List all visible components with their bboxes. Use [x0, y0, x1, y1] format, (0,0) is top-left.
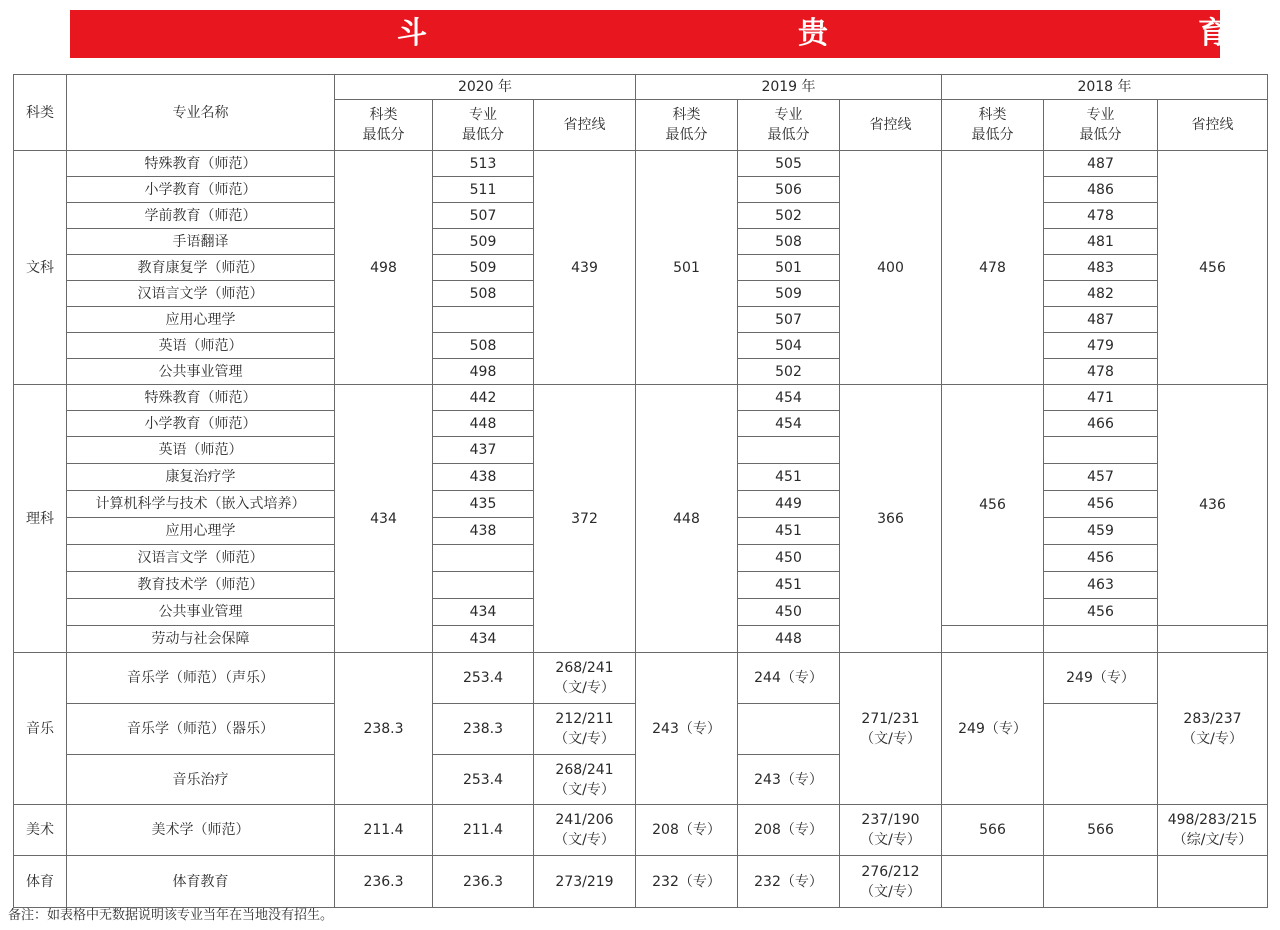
- category-min-2020: 211.4: [335, 805, 433, 856]
- major-min-2019: 507: [738, 307, 840, 333]
- category-min-2018: 566: [942, 805, 1044, 856]
- major-min-2018: 487: [1044, 307, 1158, 333]
- major-min-2020: 511: [433, 177, 534, 203]
- header-category-min: [942, 100, 1044, 151]
- cell-line: 237/190: [861, 812, 920, 828]
- control-line-2019: [840, 856, 942, 908]
- major-min-2018: 481: [1044, 229, 1158, 255]
- major-min-2018: [1044, 437, 1158, 464]
- category-cell: 理科: [14, 385, 67, 653]
- major-min-2018: 456: [1044, 545, 1158, 572]
- header-major: 专业名称: [67, 75, 335, 151]
- major-name-cell: 手语翻译: [67, 229, 335, 255]
- header-category-min: [335, 100, 433, 151]
- cell-line: （文/专）: [860, 730, 921, 747]
- header-control-line: 省控线: [840, 100, 942, 151]
- major-name-cell: 音乐学（师范）（器乐）: [67, 704, 335, 755]
- category-min-2018: [942, 626, 1044, 653]
- major-min-2019: 449: [738, 491, 840, 518]
- table-row: [14, 151, 1268, 177]
- cell-line: 科类: [672, 107, 701, 123]
- header-category-min: [636, 100, 738, 151]
- major-min-2020: 434: [433, 599, 534, 626]
- major-name-cell: 体育教育: [67, 856, 335, 908]
- major-min-2019: 244（专）: [738, 653, 840, 704]
- major-min-2020: 437: [433, 437, 534, 464]
- major-min-2020: 438: [433, 518, 534, 545]
- major-name-cell: 特殊教育（师范）: [67, 385, 335, 411]
- category-min-2018: [942, 856, 1044, 908]
- major-min-2020: 238.3: [433, 704, 534, 755]
- control-line-2020: [534, 704, 636, 755]
- table-row: [14, 805, 1268, 856]
- header-major-min: [433, 100, 534, 151]
- control-line-2018: 436: [1158, 385, 1268, 626]
- category-min-2018: 249（专）: [942, 653, 1044, 805]
- major-min-2018: 479: [1044, 333, 1158, 359]
- footnote: 备注：如表格中无数据说明该专业当年在当地没有招生。: [8, 908, 334, 923]
- major-min-2018: [1044, 626, 1158, 653]
- major-min-2018: 249（专）: [1044, 653, 1158, 704]
- major-name-cell: 劳动与社会保障: [67, 626, 335, 653]
- major-min-2020: 442: [433, 385, 534, 411]
- header-category: 科类: [14, 75, 67, 151]
- control-line-2018: [1158, 805, 1268, 856]
- control-line-2019: 366: [840, 385, 942, 653]
- major-min-2019: 450: [738, 599, 840, 626]
- major-min-2018: 486: [1044, 177, 1158, 203]
- cell-line: 276/212: [861, 863, 920, 880]
- category-min-2019: 501: [636, 151, 738, 385]
- major-min-2020: [433, 572, 534, 599]
- control-line-2020: [534, 755, 636, 805]
- major-min-2020: 438: [433, 464, 534, 491]
- major-min-2020: 509: [433, 229, 534, 255]
- major-min-2019: 501: [738, 255, 840, 281]
- major-name-cell: 小学教育（师范）: [67, 177, 335, 203]
- category-min-2019: 208（专）: [636, 805, 738, 856]
- major-min-2020: 448: [433, 411, 534, 437]
- major-min-2020: 253.4: [433, 653, 534, 704]
- category-cell: 音乐: [14, 653, 67, 805]
- major-name-cell: 音乐治疗: [67, 755, 335, 805]
- category-min-2019: 232（专）: [636, 856, 738, 908]
- category-min-2019: 448: [636, 385, 738, 653]
- major-name-cell: 应用心理学: [67, 518, 335, 545]
- major-name-cell: 公共事业管理: [67, 599, 335, 626]
- major-min-2019: 451: [738, 572, 840, 599]
- cell-line: 最低分: [665, 127, 708, 143]
- major-min-2018: 456: [1044, 599, 1158, 626]
- major-min-2019: 454: [738, 385, 840, 411]
- major-min-2018: 459: [1044, 518, 1158, 545]
- major-min-2020: [433, 307, 534, 333]
- major-min-2019: 451: [738, 518, 840, 545]
- cell-line: （文/专）: [554, 832, 615, 848]
- major-name-cell: 教育技术学（师范）: [67, 572, 335, 599]
- category-cell: 美术: [14, 805, 67, 856]
- major-min-2020: 435: [433, 491, 534, 518]
- category-min-2019: 243（专）: [636, 653, 738, 805]
- major-name-cell: 美术学（师范）: [67, 805, 335, 856]
- major-min-2019: 504: [738, 333, 840, 359]
- cell-line: 283/237: [1183, 710, 1242, 727]
- major-min-2018: 457: [1044, 464, 1158, 491]
- control-line-2020: 273/219: [534, 856, 636, 908]
- cell-line: 212/211: [555, 711, 614, 727]
- major-name-cell: 音乐学（师范）（声乐）: [67, 653, 335, 704]
- cell-line: （文/专）: [554, 781, 615, 798]
- table-row: [14, 653, 1268, 704]
- cell-line: 241/206: [555, 812, 614, 828]
- major-min-2020: 253.4: [433, 755, 534, 805]
- major-min-2019: 508: [738, 229, 840, 255]
- control-line-2018: [1158, 653, 1268, 805]
- header-major-min: [1044, 100, 1158, 151]
- cell-line: 271/231: [861, 710, 920, 727]
- banner-glyph: 斗: [397, 16, 427, 51]
- control-line-2018: [1158, 856, 1268, 908]
- header-year-2019: 2019 年: [636, 75, 942, 100]
- cell-line: 科类: [978, 107, 1007, 123]
- major-min-2019: 451: [738, 464, 840, 491]
- cell-line: 最低分: [1079, 127, 1122, 143]
- major-min-2020: 509: [433, 255, 534, 281]
- major-min-2019: 502: [738, 203, 840, 229]
- major-name-cell: 教育康复学（师范）: [67, 255, 335, 281]
- control-line-2020: [534, 653, 636, 704]
- control-line-2019: 400: [840, 151, 942, 385]
- major-name-cell: 特殊教育（师范）: [67, 151, 335, 177]
- major-name-cell: 康复治疗学: [67, 464, 335, 491]
- table-row: [14, 856, 1268, 908]
- major-min-2020: 508: [433, 333, 534, 359]
- major-min-2020: 211.4: [433, 805, 534, 856]
- cell-line: （文/专）: [554, 680, 615, 696]
- major-min-2018: 456: [1044, 491, 1158, 518]
- control-line-2020: 372: [534, 385, 636, 653]
- major-min-2018: 487: [1044, 151, 1158, 177]
- major-min-2020: 507: [433, 203, 534, 229]
- category-min-2020: 236.3: [335, 856, 433, 908]
- major-min-2020: [433, 545, 534, 572]
- header-banner: [70, 10, 1228, 58]
- cell-line: 最低分: [362, 127, 405, 143]
- control-line-2018: 456: [1158, 151, 1268, 385]
- category-cell: 体育: [14, 856, 67, 908]
- major-name-cell: 应用心理学: [67, 307, 335, 333]
- cell-line: （综/文/专）: [1172, 832, 1253, 848]
- header-control-line: 省控线: [1158, 100, 1268, 151]
- major-name-cell: 汉语言文学（师范）: [67, 281, 335, 307]
- major-min-2019: 505: [738, 151, 840, 177]
- cell-line: 498/283/215: [1167, 812, 1258, 828]
- major-min-2018: 483: [1044, 255, 1158, 281]
- major-name-cell: 学前教育（师范）: [67, 203, 335, 229]
- cell-line: （文/专）: [1182, 730, 1243, 747]
- major-name-cell: 英语（师范）: [67, 333, 335, 359]
- cell-line: 268/241: [555, 761, 614, 778]
- major-min-2018: [1044, 704, 1158, 805]
- major-name-cell: 公共事业管理: [67, 359, 335, 385]
- major-min-2019: 232（专）: [738, 856, 840, 908]
- major-min-2019: 448: [738, 626, 840, 653]
- major-name-cell: 汉语言文学（师范）: [67, 545, 335, 572]
- cell-line: （文/专）: [554, 731, 615, 747]
- header-major-min: [738, 100, 840, 151]
- control-line-2018: [1158, 626, 1268, 653]
- major-name-cell: 计算机科学与技术（嵌入式培养）: [67, 491, 335, 518]
- control-line-2019: [840, 653, 942, 805]
- major-min-2018: 471: [1044, 385, 1158, 411]
- major-min-2019: 208（专）: [738, 805, 840, 856]
- cell-line: 科类: [369, 107, 398, 123]
- major-min-2018: 463: [1044, 572, 1158, 599]
- banner-glyph: 贵: [798, 16, 828, 51]
- header-control-line: 省控线: [534, 100, 636, 151]
- control-line-2019: [840, 805, 942, 856]
- major-min-2020: 513: [433, 151, 534, 177]
- major-min-2019: 502: [738, 359, 840, 385]
- major-min-2018: 478: [1044, 359, 1158, 385]
- admission-score-table: [13, 74, 1268, 908]
- category-min-2018: 478: [942, 151, 1044, 385]
- control-line-2020: 439: [534, 151, 636, 385]
- banner-glyph: 育: [1198, 16, 1228, 51]
- cell-line: 268/241: [555, 660, 614, 676]
- major-min-2019: [738, 437, 840, 464]
- major-min-2019: 454: [738, 411, 840, 437]
- cell-line: （文/专）: [860, 832, 921, 848]
- major-min-2019: 506: [738, 177, 840, 203]
- major-min-2018: 566: [1044, 805, 1158, 856]
- major-min-2020: 508: [433, 281, 534, 307]
- cell-line: 专业: [469, 107, 497, 123]
- cell-line: 专业: [774, 107, 803, 123]
- major-min-2020: 434: [433, 626, 534, 653]
- cell-line: 最低分: [767, 127, 810, 143]
- cell-line: 最低分: [971, 127, 1014, 143]
- table-row: [14, 385, 1268, 411]
- major-min-2018: [1044, 856, 1158, 908]
- major-min-2019: 509: [738, 281, 840, 307]
- cell-line: 最低分: [462, 127, 504, 143]
- category-min-2020: 434: [335, 385, 433, 653]
- major-min-2018: 482: [1044, 281, 1158, 307]
- major-min-2019: [738, 704, 840, 755]
- category-min-2020: 238.3: [335, 653, 433, 805]
- major-min-2018: 478: [1044, 203, 1158, 229]
- category-min-2018: 456: [942, 385, 1044, 626]
- header-year-2018: 2018 年: [942, 75, 1268, 100]
- major-min-2018: 466: [1044, 411, 1158, 437]
- major-min-2020: 236.3: [433, 856, 534, 908]
- category-cell: 文科: [14, 151, 67, 385]
- category-min-2020: 498: [335, 151, 433, 385]
- cell-line: （文/专）: [860, 883, 921, 900]
- major-min-2019: 243（专）: [738, 755, 840, 805]
- control-line-2020: [534, 805, 636, 856]
- major-min-2019: 450: [738, 545, 840, 572]
- cell-line: 专业: [1086, 107, 1115, 123]
- header-year-2020: 2020 年: [335, 75, 636, 100]
- major-min-2020: 498: [433, 359, 534, 385]
- major-name-cell: 英语（师范）: [67, 437, 335, 464]
- major-name-cell: 小学教育（师范）: [67, 411, 335, 437]
